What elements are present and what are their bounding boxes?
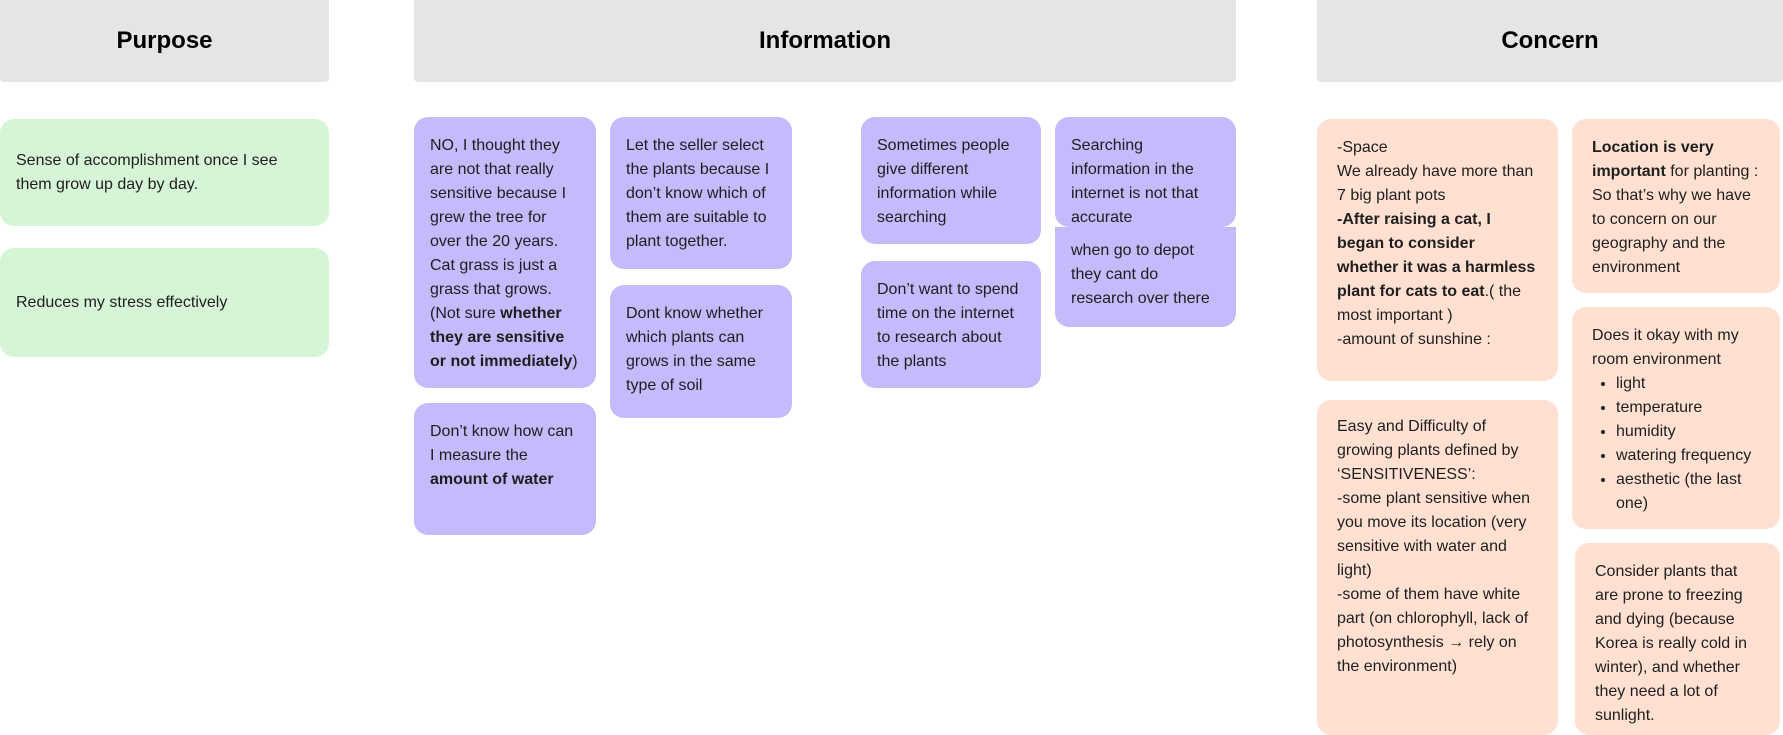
note-text: Sometimes people give different information while searching bbox=[877, 137, 1010, 226]
list-item: • humidity bbox=[1616, 420, 1760, 444]
note-text: Location is very important for planting : So that’s why we have to concern on our geography and the environment bbox=[1592, 139, 1759, 276]
header-purpose-label: Purpose bbox=[116, 27, 213, 54]
header-concern bbox=[1317, 0, 1783, 82]
note-text: Easy and Difficulty of growing plants defined by ‘SENSITIVENESS’: -some plant sensitive when you move its location (very sensitive with water and light) -some of them have white part (on chlorophyll, lack of photosynthesis → rely on the environment) bbox=[1337, 418, 1530, 675]
sticky-note-soil[interactable] bbox=[610, 285, 792, 418]
note-text: Does it okay with my room environment bbox=[1592, 327, 1739, 368]
room-environment-list bbox=[1592, 372, 1760, 516]
sticky-note-space[interactable] bbox=[1317, 119, 1558, 381]
header-purpose bbox=[0, 0, 329, 82]
sticky-note-seller[interactable] bbox=[610, 117, 792, 269]
note-text: Reduces my stress effectively bbox=[16, 293, 228, 311]
sticky-note-not-accurate[interactable] bbox=[1055, 117, 1236, 227]
sticky-note-depot[interactable] bbox=[1055, 227, 1236, 327]
sticky-note-room-environment[interactable] bbox=[1572, 307, 1780, 529]
note-text: Don’t know how can I measure the amount of water bbox=[430, 423, 574, 488]
list-item: • temperature bbox=[1616, 396, 1760, 420]
sticky-note-location[interactable] bbox=[1572, 119, 1780, 293]
list-item: • aesthetic (the last one) bbox=[1616, 468, 1760, 516]
note-text: Dont know whether which plants can grows in the same type of soil bbox=[626, 305, 763, 394]
sticky-note-freezing[interactable] bbox=[1575, 543, 1780, 735]
note-text: NO, I thought they are not that really sensitive because I grew the tree for over the 20 years. Cat grass is just a grass that grows. (Not sure whether they are sensitive or not immediately) bbox=[430, 137, 578, 370]
header-information bbox=[414, 0, 1236, 82]
sticky-note-sensitive[interactable] bbox=[414, 117, 596, 388]
note-text: Searching information in the internet is not that accurate bbox=[1071, 137, 1199, 226]
list-item: • watering frequency bbox=[1616, 444, 1760, 468]
note-text: when go to depot they cant do research over there bbox=[1071, 242, 1210, 307]
note-text: Let the seller select the plants because I don’t know which of them are suitable to plant together. bbox=[626, 137, 770, 250]
sticky-note-stress[interactable] bbox=[0, 248, 329, 357]
note-text: Consider plants that are prone to freezing and dying (because Korea is really cold in winter), and whether they need a lot of sunlight. bbox=[1595, 563, 1748, 724]
sticky-note-water[interactable] bbox=[414, 403, 596, 535]
note-text: Don’t want to spend time on the internet to research about the plants bbox=[877, 281, 1019, 370]
sticky-note-spend-time[interactable] bbox=[861, 261, 1041, 388]
header-concern-label: Concern bbox=[1501, 27, 1599, 54]
header-information-label: Information bbox=[759, 27, 891, 54]
sticky-note-accomplishment[interactable] bbox=[0, 119, 329, 226]
note-text: -Space We already have more than 7 big plant pots -After raising a cat, I began to consider whether it was a harmless plant for cats to eat.( the most important ) -amount of sunshine : bbox=[1337, 139, 1536, 348]
sticky-note-different-info[interactable] bbox=[861, 117, 1041, 244]
sticky-note-difficulty[interactable] bbox=[1317, 400, 1558, 735]
note-text: Sense of accomplishment once I see them grow up day by day. bbox=[16, 151, 278, 193]
list-item: • light bbox=[1616, 372, 1760, 396]
